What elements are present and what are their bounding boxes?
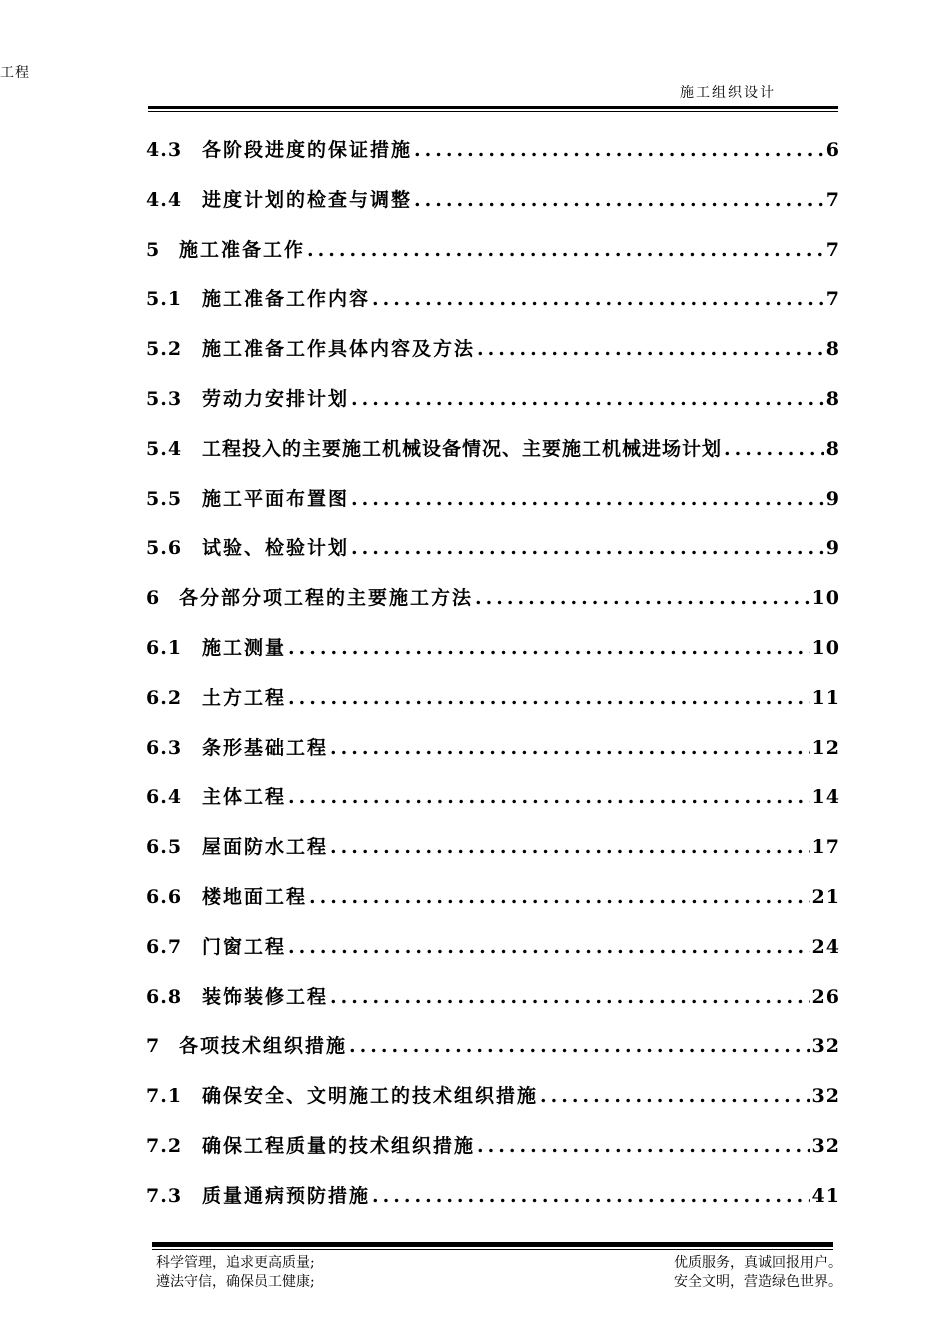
toc-entry-title: 各分部分项工程的主要施工方法 bbox=[179, 587, 474, 610]
toc-dot-leader bbox=[309, 873, 810, 923]
toc-entry-number: 4.3 bbox=[146, 139, 183, 161]
toc-entry-title: 施工测量 bbox=[202, 636, 287, 659]
toc-entry-7[interactable] bbox=[146, 1022, 840, 1072]
toc-entry-number: 4.4 bbox=[146, 188, 183, 211]
toc-entry-title: 工程投入的主要施工机械设备情况、主要施工机械进场计划 bbox=[202, 437, 723, 460]
toc-entry-5-5[interactable] bbox=[146, 475, 840, 525]
page-header-title: 施工组织设计 bbox=[680, 85, 776, 101]
toc-entry-5-6[interactable] bbox=[146, 524, 840, 574]
toc-dot-leader bbox=[330, 724, 810, 774]
toc-dot-leader bbox=[330, 823, 810, 873]
footer-right-line-2: 安全文明，营造绿色世界。 bbox=[674, 1274, 842, 1290]
toc-entry-title: 劳动力安排计划 bbox=[202, 387, 350, 410]
toc-dot-leader bbox=[330, 973, 810, 1023]
toc-entry-6-1[interactable] bbox=[146, 624, 840, 674]
toc-entry-page: 10 bbox=[811, 587, 840, 610]
toc-entry-page: 14 bbox=[811, 786, 840, 809]
toc-dot-leader bbox=[307, 226, 824, 276]
toc-entry-page: 7 bbox=[825, 288, 840, 311]
toc-entry-title: 门窗工程 bbox=[202, 935, 287, 958]
toc-entry-6-7[interactable] bbox=[146, 923, 840, 973]
toc-entry-page: 12 bbox=[811, 736, 840, 759]
toc-entry-number: 6.7 bbox=[146, 935, 183, 958]
toc-dot-leader bbox=[372, 1172, 810, 1222]
toc-entry-page: 17 bbox=[811, 836, 840, 859]
toc-entry-title: 主体工程 bbox=[202, 786, 287, 809]
toc-entry-page: 26 bbox=[811, 985, 840, 1008]
toc-entry-number: 7.2 bbox=[146, 1134, 183, 1157]
toc-entry-title: 试验、检验计划 bbox=[202, 537, 350, 560]
toc-entry-5[interactable] bbox=[146, 226, 840, 276]
toc-entry-page: 21 bbox=[811, 885, 840, 908]
toc-entry-page: 8 bbox=[825, 338, 840, 361]
toc-entry-title: 施工准备工作 bbox=[179, 238, 306, 261]
toc-entry-number: 5.2 bbox=[146, 338, 183, 361]
toc-entry-number: 6.1 bbox=[146, 636, 183, 659]
toc-entry-page: 41 bbox=[811, 1184, 840, 1207]
toc-entry-page: 32 bbox=[811, 1134, 840, 1157]
toc-dot-leader bbox=[540, 1072, 810, 1122]
footer-motto-left bbox=[156, 1254, 315, 1292]
toc-entry-title: 条形基础工程 bbox=[202, 736, 329, 759]
footer-left-line-1: 科学管理，追求更高质量; bbox=[156, 1255, 315, 1271]
toc-entry-number: 6.3 bbox=[146, 736, 183, 759]
toc-entry-page: 32 bbox=[811, 1035, 840, 1058]
toc-entry-5-4[interactable] bbox=[146, 425, 840, 475]
toc-entry-title: 确保工程质量的技术组织措施 bbox=[202, 1134, 476, 1157]
toc-entry-title: 土方工程 bbox=[202, 686, 287, 709]
toc-dot-leader bbox=[372, 275, 824, 325]
toc-entry-6-8[interactable] bbox=[146, 973, 840, 1023]
toc-entry-7-3[interactable] bbox=[146, 1172, 840, 1222]
toc-dot-leader bbox=[477, 325, 824, 375]
toc-dot-leader bbox=[288, 624, 810, 674]
toc-entry-number: 7.3 bbox=[146, 1184, 183, 1207]
toc-entry-page: 6 bbox=[825, 139, 840, 161]
toc-entry-title: 施工准备工作内容 bbox=[202, 288, 371, 311]
toc-entry-number: 5.4 bbox=[146, 437, 183, 460]
toc-entry-title: 各阶段进度的保证措施 bbox=[202, 139, 413, 161]
toc-entry-title: 各项技术组织措施 bbox=[179, 1035, 348, 1058]
toc-entry-6-3[interactable] bbox=[146, 724, 840, 774]
toc-entry-page: 24 bbox=[811, 935, 840, 958]
toc-entry-title: 装饰装修工程 bbox=[202, 985, 329, 1008]
header-divider bbox=[148, 106, 838, 112]
toc-entry-number: 6.5 bbox=[146, 836, 183, 859]
footer-divider bbox=[152, 1242, 833, 1250]
toc-entry-5-3[interactable] bbox=[146, 375, 840, 425]
toc-entry-7-1[interactable] bbox=[146, 1072, 840, 1122]
toc-entry-page: 10 bbox=[811, 636, 840, 659]
toc-entry-title: 施工平面布置图 bbox=[202, 487, 350, 510]
toc-dot-leader bbox=[724, 425, 824, 475]
toc-entry-number: 5.6 bbox=[146, 537, 183, 560]
toc-entry-6-6[interactable] bbox=[146, 873, 840, 923]
footer-left-line-2: 遵法守信，确保员工健康; bbox=[156, 1274, 315, 1290]
footer-right-line-1: 优质服务，真诚回报用户。 bbox=[674, 1255, 842, 1271]
toc-entry-title: 施工准备工作具体内容及方法 bbox=[202, 338, 476, 361]
toc-entry-6-5[interactable] bbox=[146, 823, 840, 873]
toc-entry-number: 6.4 bbox=[146, 786, 183, 809]
toc-entry-number: 6.8 bbox=[146, 985, 183, 1008]
toc-entry-number: 5.1 bbox=[146, 288, 183, 311]
toc-entry-title: 确保安全、文明施工的技术组织措施 bbox=[202, 1085, 539, 1108]
toc-entry-page: 11 bbox=[811, 686, 840, 709]
toc-entry-number: 5.5 bbox=[146, 487, 183, 510]
table-of-contents bbox=[146, 126, 840, 1222]
toc-dot-leader bbox=[288, 773, 810, 823]
toc-entry-page: 9 bbox=[825, 537, 840, 560]
toc-dot-leader bbox=[414, 126, 824, 176]
toc-entry-number: 5 bbox=[146, 238, 161, 261]
toc-entry-number: 5.3 bbox=[146, 387, 183, 410]
corner-header-text: 工程 bbox=[0, 65, 30, 81]
toc-dot-leader bbox=[414, 176, 824, 226]
toc-entry-6-2[interactable] bbox=[146, 674, 840, 724]
toc-entry-number: 6.2 bbox=[146, 686, 183, 709]
toc-dot-leader bbox=[349, 1022, 810, 1072]
toc-entry-7-2[interactable] bbox=[146, 1122, 840, 1172]
toc-entry-4-3[interactable] bbox=[146, 126, 840, 176]
toc-entry-title: 质量通病预防措施 bbox=[202, 1184, 371, 1207]
toc-dot-leader bbox=[288, 674, 810, 724]
toc-entry-5-1[interactable] bbox=[146, 275, 840, 325]
toc-entry-number: 6 bbox=[146, 587, 161, 610]
toc-entry-6[interactable] bbox=[146, 574, 840, 624]
footer-motto-right bbox=[674, 1254, 842, 1292]
toc-entry-title: 进度计划的检查与调整 bbox=[202, 188, 413, 211]
toc-entry-page: 8 bbox=[825, 387, 840, 410]
toc-entry-page: 8 bbox=[825, 437, 840, 460]
toc-dot-leader bbox=[477, 1122, 810, 1172]
toc-dot-leader bbox=[288, 923, 810, 973]
toc-dot-leader bbox=[351, 375, 824, 425]
toc-entry-number: 7 bbox=[146, 1035, 161, 1058]
toc-entry-page: 32 bbox=[811, 1085, 840, 1108]
toc-entry-number: 6.6 bbox=[146, 885, 183, 908]
toc-entry-title: 楼地面工程 bbox=[202, 885, 308, 908]
toc-entry-number: 7.1 bbox=[146, 1085, 183, 1108]
toc-entry-4-4[interactable] bbox=[146, 176, 840, 226]
toc-entry-6-4[interactable] bbox=[146, 773, 840, 823]
toc-entry-page: 7 bbox=[825, 238, 840, 261]
toc-dot-leader bbox=[351, 524, 824, 574]
toc-dot-leader bbox=[475, 574, 810, 624]
toc-dot-leader bbox=[351, 475, 824, 525]
toc-entry-title: 屋面防水工程 bbox=[202, 836, 329, 859]
toc-entry-5-2[interactable] bbox=[146, 325, 840, 375]
toc-entry-page: 7 bbox=[825, 188, 840, 211]
toc-entry-page: 9 bbox=[825, 487, 840, 510]
